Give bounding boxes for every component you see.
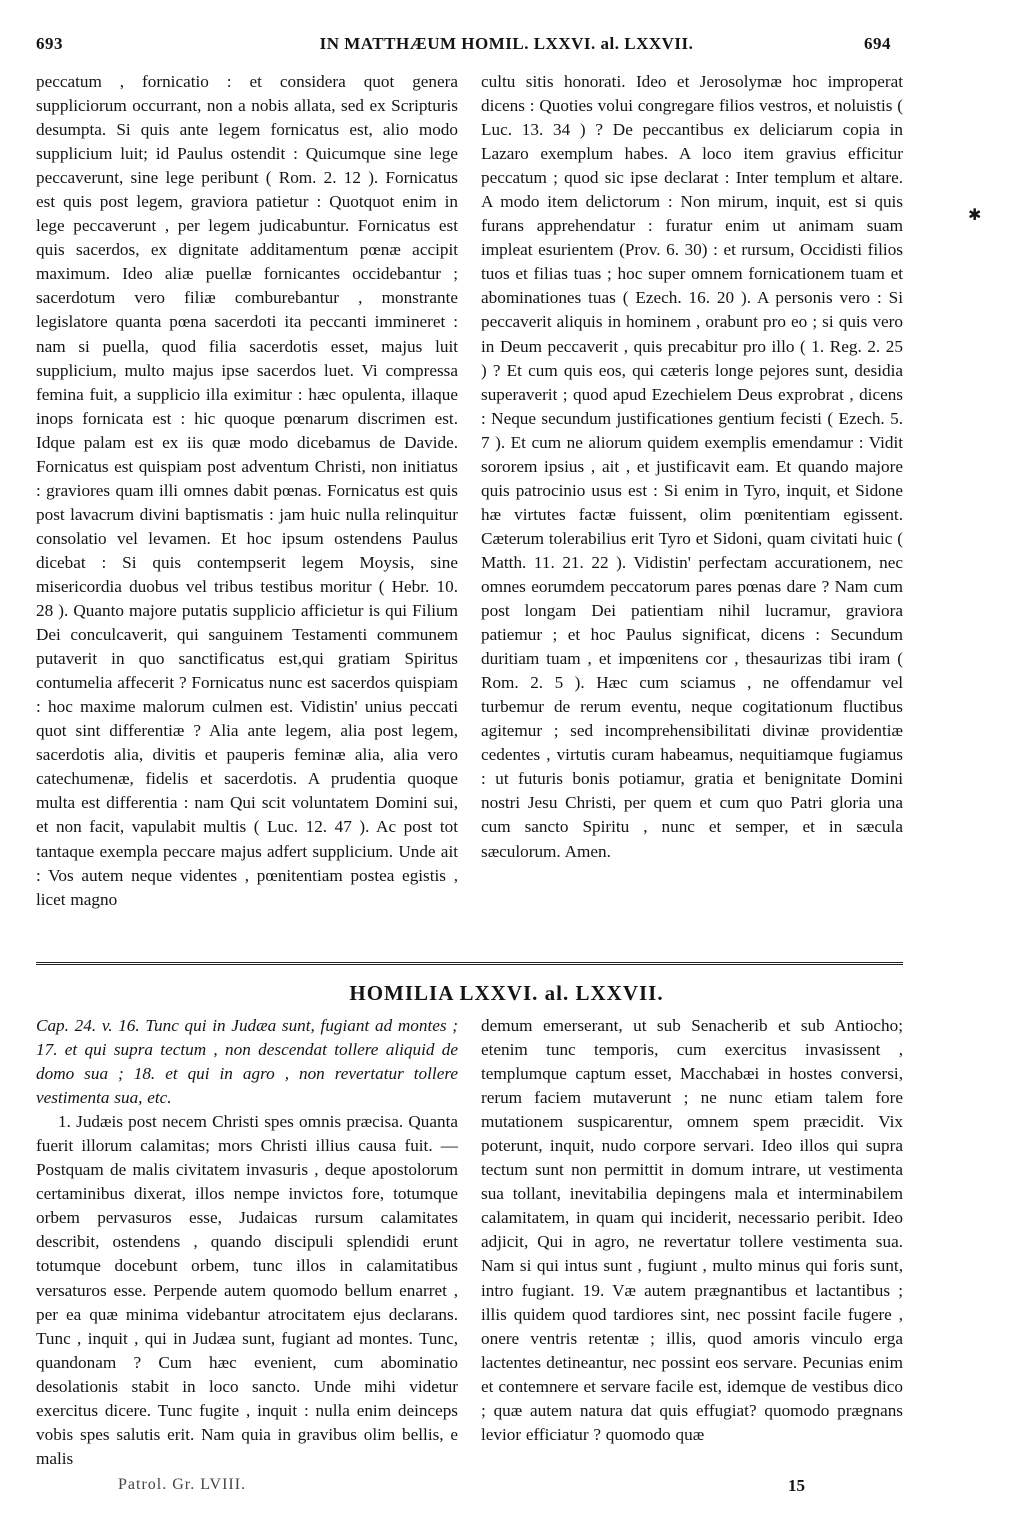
text-block: cultu sitis honorati. Ideo et Jerosolymæ hoc improperat dicens : Quoties volui congregare filios vestros, et noluistis ( Luc. 13. 34 ) ? De peccantibus ex deliciarum copia in Lazaro exemplum habes. A loco item gravius efficitur peccatum ; quod sic ipse declarat : Inter templum et altare. A modo item delictorum : Non mirum, inquit, est si quis furans apprehendatur : furatur enim ut animam suam impleat esurientem (Prov. 6. 30) : et rursum, Occidisti filios tuos et filias tuas ; hoc super omnem fornicationem tuam et abominationes tuas ( Ezech. 16. 20 ). A personis vero : Si peccaverit aliquis in hominem , orabunt pro eo ; si quis vero in Deum peccaverit , quis precabitur pro illo ( 1. Reg. 2. 25 ) ? Et cum quis eos, qui cæteris longe pejores sunt, desidia superaverit ; quod apud Ezechielem Deus exprobrat , dicens : Neque secundum justificationes gentium fecisti ( Ezech. 5. 7 ). Et cum ne aliorum quidem exemplis emendamur : Vidit sororem ipsius , ait , et justificavit eam. Et quando majore quis patrocinio usus est : Si enim in Tyro, inquit, et Sidone hæ virtutes factæ fuissent, olim pœnitentiam egissent. Cæterum tolerabilius erit Tyro et Sidoni, quam civitati huic ( Matth. 11. 21. 22 ). Vidistin' perfectam accurationem, nec omnes eorumdem peccatorum pares pœnas dare ? Nam cum post longam Dei patientiam nihil lucramur, graviora patiemur ; et hoc Paulus significat, dicens : Secundum duritiam tuam , et impœnitens cor , thesaurizas tibi iram ( Rom. 2. 5 ). Hæc cum sciamus , ne offendamur vel turbemur de rerum eventu, neque cogitationum fluctibus agitemur ; sed incomprehensibilitati divinæ providentiæ cedentes , virtutis curam habeamus, nequitiamque fugiamus : ut futuris bonis potiamur, gratia et benignitate Domini nostri Jesu Christi, per quem et cum quo Patri gloria una cum sancto Spiritu , nunc et semper, et in sæcula sæculorum. Amen. — [481, 72, 903, 861]
page-number-left: 693 — [36, 34, 63, 53]
printer-signature: Patrol. Gr. LVIII. — [118, 1476, 247, 1493]
margin-mark: ✱ — [968, 207, 982, 224]
section-divider — [36, 962, 903, 965]
column-top-right — [481, 70, 903, 864]
column-bottom-right — [481, 1014, 903, 1447]
chapter-verse-heading: Cap. 24. v. 16. Tunc qui in Judæa sunt, fugiant ad montes ; 17. et qui supra tectum , non descendat tollere aliquid de domo sua ; 18. et qui in agro , non revertatur tollere vestimenta sua, etc. — [36, 1016, 458, 1108]
homily-title: HOMILIA LXXVI. al. LXXVII. — [349, 981, 664, 1005]
column-top-left — [36, 70, 458, 912]
text-block: 1. Judæis post necem Christi spes omnis præcisa. Quanta fuerit illorum calamitas; mors Christi illius causa fuit. —Postquam de malis civitatem invasuris , deque apostolorum certaminibus dixerat, illos nempe invictos fore, totumque orbem pervasuros esse, Judaicas rursum calamitates describit, ostendens , quando discipuli splendidi erunt totumque docebunt orbem, tunc illos in calamitatibus versaturos esse. Perpende autem quomodo bellum enarret , per ea quæ minima videbantur atrocitatem ejus declarans. Tunc , inquit , qui in Judæa sunt, fugiant ad montes. Tunc, quandonam ? Cum hæc evenient, cum abominatio desolationis stabit in loco sancto. Unde mihi videtur exercitus dicere. Tunc fugite , inquit : nulla enim deinceps vobis spes salutis erit. Nam quia in gravibus olim bellis, e malis — [36, 1112, 458, 1468]
page-number-right: 694 — [864, 34, 891, 53]
column-bottom-left — [36, 1014, 458, 1471]
text-block: peccatum , fornicatio : et considera quot genera suppliciorum occurrant, non a nobis allata, sed ex Scripturis desumpta. Si quis ante legem fornicatus est, alio modo supplicium luit; id Paulus ostendit : Quicumque sine lege peccaverunt, sine lege peribunt ( Rom. 2. 12 ). Fornicatus est quis post legem, graviora patietur : Quotquot enim in lege peccaverunt , per legem judicabuntur. Fornicatus est quis sacerdos, ex dignitate additamentum pœnæ accipit maximum. Ideo aliæ puellæ fornicantes occidebantur ; sacerdotum vero filiæ comburebantur , monstrante legislatore quanta pœna sacerdoti ita peccanti immineret : nam si puella, quod filia sacerdotis esset, majus luit supplicium, multo majus ipse sacerdos luet. Vi compressa femina fuit, a supplicio illa eximitur : hæc opulenta, illaque inops fornicata est : hic quoque pœnarum discrimen est. Idque palam est ex iis quæ modo dicebamus de Davide. Fornicatus est quispiam post adventum Christi, non initiatus : graviores quam illi omnes dabit pœnas. Fornicatus est quis post lavacrum divini baptismatis : jam huic nulla relinquitur consolatio vel levamen. Et hoc ipsum ostendens Paulus dicebat : Si quis contempserit legem Moysis, sine misericordia duobus vel tribus testibus moritur ( Hebr. 10. 28 ). Quanto majore putatis supplicio afficietur is qui Filium Dei conculcaverit, qui sanguinem Testamenti communem putaverit in quo sanctificatus est,qui gratiam Spiritus contumelia affecerit ? Fornicatus nunc est sacerdos quispiam : hoc maxime malorum culmen est. Vidistin' unius peccati quot sint differentiæ ? Alia ante legem, alia post legem, sacerdotis alia, divitis et pauperis feminæ alia, alia vero catechumenæ, fidelis et sacerdotis. A prudentia quoque multa est differentia : nam Qui scit voluntatem Domini sui, et non facit, vapulabit multis ( Luc. 12. 47 ). Ac post tot tantaque exempla peccare majus adfert supplicium. Unde ait : Vos autem neque videntes , pœnitentiam postea egistis , licet magno — [36, 72, 458, 909]
text-block: demum emerserant, ut sub Senacherib et sub Antiocho; etenim tunc temporis, cum exercitus invasissent , templumque captum esset, Macchabæi in hostes conversi, rerum faciem mutaverunt ; ne nunc etiam talem fore mutationem suspicarentur, omnem spem præcidit. Vix poterunt, inquit, nudo corpore servari. Ideo illos qui supra tectum sunt non permittit in domum intrare, ut vestimenta sua tollant, inevitabilia depingens mala et interminabilem calamitatem, in quam qui inciderit, necessario peribit. Ideo adjicit, Qui in agro, ne revertatur tollere vestimenta sua. Nam si qui intus sunt , fugiunt , multo minus qui foris sunt, intro fugiant. 19. Væ autem prægnantibus et lactantibus ; illis quidem quod tardiores sint, nec possint facile fugere , onere ventris retentæ ; illis, quod amoris vinculo erga lactentes detineantur, nec possint eos servare. Pecunias enim et contemnere et servare facile est, idemque de vestibus dico ; quæ autem natura dat quis effugiat? quomodo prægnans levior efficiatur ? quomodo quæ — [481, 1016, 903, 1444]
running-title: IN MATTHÆUM HOMIL. LXXVI. al. LXXVII. — [319, 34, 694, 53]
sheet-number: 15 — [788, 1476, 805, 1495]
